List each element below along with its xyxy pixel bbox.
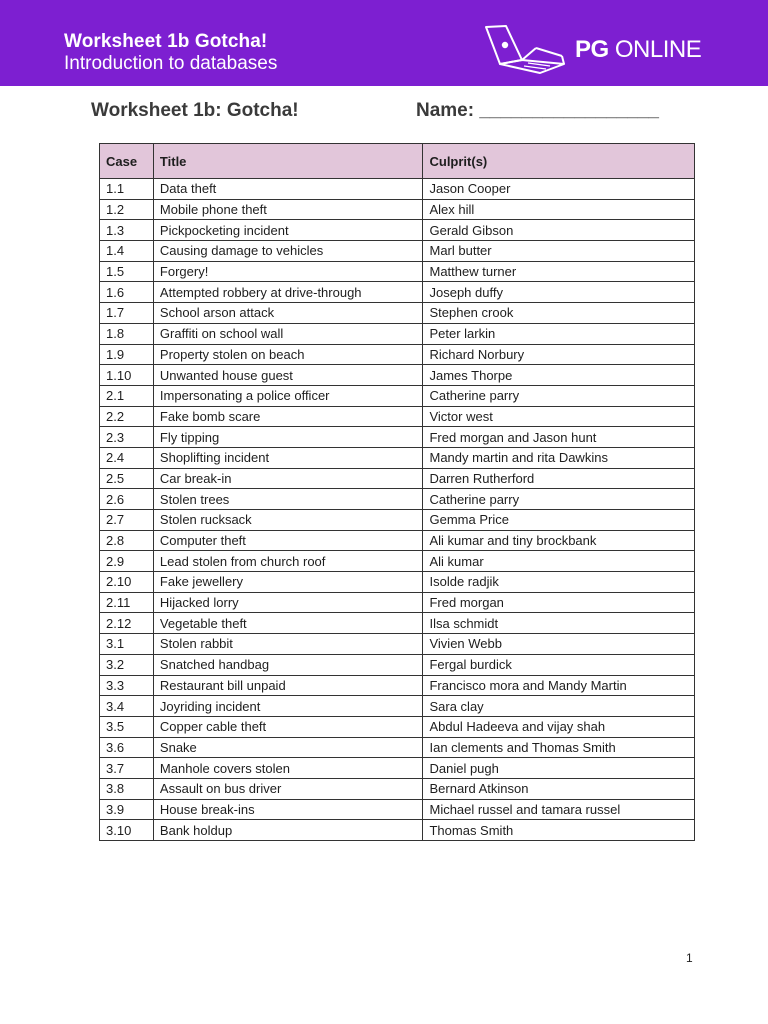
table-row <box>100 758 695 779</box>
culprit-cell: Francisco mora and Mandy Martin <box>423 675 695 696</box>
culprit-cell: Ali kumar <box>423 551 695 572</box>
table-row <box>100 261 695 282</box>
title-cell: Joyriding incident <box>153 696 423 717</box>
title-cell: Attempted robbery at drive-through <box>153 282 423 303</box>
table-row <box>100 737 695 758</box>
case-cell: 3.2 <box>100 654 154 675</box>
title-cell: Bank holdup <box>153 820 423 841</box>
case-cell: 3.9 <box>100 799 154 820</box>
table-row <box>100 675 695 696</box>
culprit-cell: Fergal burdick <box>423 654 695 675</box>
culprit-cell: Stephen crook <box>423 303 695 324</box>
title-cell: Mobile phone theft <box>153 199 423 220</box>
laptop-icon <box>484 24 570 76</box>
case-cell: 2.7 <box>100 510 154 531</box>
table-row <box>100 323 695 344</box>
title-cell: Shoplifting incident <box>153 447 423 468</box>
pg-online-logo <box>484 24 714 76</box>
culprit-cell: Catherine parry <box>423 385 695 406</box>
title-cell: Pickpocketing incident <box>153 220 423 241</box>
table-row <box>100 220 695 241</box>
case-cell: 3.7 <box>100 758 154 779</box>
culprit-cell: Gemma Price <box>423 510 695 531</box>
table-row <box>100 696 695 717</box>
case-cell: 2.1 <box>100 385 154 406</box>
title-cell: Stolen trees <box>153 489 423 510</box>
table-row <box>100 427 695 448</box>
culprit-cell: Fred morgan and Jason hunt <box>423 427 695 448</box>
title-cell: Data theft <box>153 179 423 200</box>
title-cell: Vegetable theft <box>153 613 423 634</box>
culprit-cell: Matthew turner <box>423 261 695 282</box>
title-cell: Snatched handbag <box>153 654 423 675</box>
table-row <box>100 716 695 737</box>
culprit-cell: Mandy martin and rita Dawkins <box>423 447 695 468</box>
page-number: 1 <box>686 951 693 965</box>
case-cell: 1.10 <box>100 365 154 386</box>
logo-text-bold: PG <box>575 36 609 63</box>
case-cell: 2.4 <box>100 447 154 468</box>
name-field-label: Name: _________________ <box>416 100 659 121</box>
title-cell: Fake jewellery <box>153 572 423 593</box>
title-cell: Unwanted house guest <box>153 365 423 386</box>
table-row <box>100 468 695 489</box>
table-row <box>100 551 695 572</box>
culprit-cell: Thomas Smith <box>423 820 695 841</box>
header-banner <box>0 0 768 86</box>
case-cell: 2.5 <box>100 468 154 489</box>
case-cell: 3.5 <box>100 716 154 737</box>
case-cell: 3.8 <box>100 778 154 799</box>
logo-text-rest: ONLINE <box>608 36 702 63</box>
culprit-cell: Marl butter <box>423 241 695 262</box>
logo-text <box>575 36 701 64</box>
table-row <box>100 572 695 593</box>
case-cell: 2.6 <box>100 489 154 510</box>
case-cell: 1.9 <box>100 344 154 365</box>
case-cell: 3.6 <box>100 737 154 758</box>
table-row <box>100 654 695 675</box>
case-cell: 2.12 <box>100 613 154 634</box>
title-cell: Stolen rucksack <box>153 510 423 531</box>
case-cell: 3.3 <box>100 675 154 696</box>
culprit-cell: Ilsa schmidt <box>423 613 695 634</box>
table-row <box>100 510 695 531</box>
worksheet-heading: Worksheet 1b: Gotcha! <box>91 100 299 121</box>
title-cell: Hijacked lorry <box>153 592 423 613</box>
column-header-culprits: Culprit(s) <box>423 144 695 179</box>
culprit-cell: Michael russel and tamara russel <box>423 799 695 820</box>
table-row <box>100 447 695 468</box>
title-cell: Snake <box>153 737 423 758</box>
title-cell: Causing damage to vehicles <box>153 241 423 262</box>
culprit-cell: Vivien Webb <box>423 634 695 655</box>
title-cell: Fake bomb scare <box>153 406 423 427</box>
culprit-cell: Bernard Atkinson <box>423 778 695 799</box>
banner-title: Worksheet 1b Gotcha! <box>64 31 268 52</box>
title-cell: Property stolen on beach <box>153 344 423 365</box>
culprit-cell: Jason Cooper <box>423 179 695 200</box>
case-cell: 1.1 <box>100 179 154 200</box>
table-row <box>100 406 695 427</box>
case-cell: 2.3 <box>100 427 154 448</box>
culprit-cell: Ian clements and Thomas Smith <box>423 737 695 758</box>
table-row <box>100 799 695 820</box>
culprit-cell: Fred morgan <box>423 592 695 613</box>
case-cell: 3.1 <box>100 634 154 655</box>
title-cell: Lead stolen from church roof <box>153 551 423 572</box>
table-row <box>100 344 695 365</box>
case-cell: 2.9 <box>100 551 154 572</box>
case-cell: 3.10 <box>100 820 154 841</box>
title-cell: House break-ins <box>153 799 423 820</box>
title-cell: Manhole covers stolen <box>153 758 423 779</box>
table-row <box>100 489 695 510</box>
culprit-cell: Catherine parry <box>423 489 695 510</box>
table-row <box>100 820 695 841</box>
title-cell: Restaurant bill unpaid <box>153 675 423 696</box>
culprit-cell: Victor west <box>423 406 695 427</box>
table-row <box>100 530 695 551</box>
table-row <box>100 613 695 634</box>
table-body <box>100 179 695 841</box>
culprit-cell: Daniel pugh <box>423 758 695 779</box>
title-cell: Computer theft <box>153 530 423 551</box>
culprit-cell: Darren Rutherford <box>423 468 695 489</box>
culprit-cell: Isolde radjik <box>423 572 695 593</box>
table-row <box>100 199 695 220</box>
title-cell: Graffiti on school wall <box>153 323 423 344</box>
culprit-cell: Ali kumar and tiny brockbank <box>423 530 695 551</box>
culprit-cell: Joseph duffy <box>423 282 695 303</box>
culprit-cell: Gerald Gibson <box>423 220 695 241</box>
culprit-cell: Peter larkin <box>423 323 695 344</box>
title-cell: Stolen rabbit <box>153 634 423 655</box>
case-cell: 1.6 <box>100 282 154 303</box>
case-cell: 2.8 <box>100 530 154 551</box>
case-cell: 1.3 <box>100 220 154 241</box>
table-row <box>100 241 695 262</box>
title-cell: Fly tipping <box>153 427 423 448</box>
table-row <box>100 592 695 613</box>
case-cell: 2.2 <box>100 406 154 427</box>
column-header-case: Case <box>100 144 154 179</box>
table-row <box>100 634 695 655</box>
case-cell: 1.8 <box>100 323 154 344</box>
case-cell: 2.11 <box>100 592 154 613</box>
table-row <box>100 282 695 303</box>
title-cell: Car break-in <box>153 468 423 489</box>
culprit-cell: James Thorpe <box>423 365 695 386</box>
table-header-row <box>100 144 695 179</box>
culprit-cell: Alex hill <box>423 199 695 220</box>
table-row <box>100 778 695 799</box>
banner-subtitle: Introduction to databases <box>64 53 278 74</box>
case-cell: 1.4 <box>100 241 154 262</box>
title-cell: Copper cable theft <box>153 716 423 737</box>
culprit-cell: Richard Norbury <box>423 344 695 365</box>
title-cell: Impersonating a police officer <box>153 385 423 406</box>
table-row <box>100 303 695 324</box>
case-cell: 1.7 <box>100 303 154 324</box>
culprit-cell: Abdul Hadeeva and vijay shah <box>423 716 695 737</box>
column-header-title: Title <box>153 144 423 179</box>
table-row <box>100 179 695 200</box>
case-cell: 1.5 <box>100 261 154 282</box>
title-cell: Forgery! <box>153 261 423 282</box>
case-cell: 3.4 <box>100 696 154 717</box>
cases-table <box>99 143 695 841</box>
case-cell: 1.2 <box>100 199 154 220</box>
table-row <box>100 385 695 406</box>
title-cell: Assault on bus driver <box>153 778 423 799</box>
culprit-cell: Sara clay <box>423 696 695 717</box>
title-cell: School arson attack <box>153 303 423 324</box>
case-cell: 2.10 <box>100 572 154 593</box>
table-row <box>100 365 695 386</box>
